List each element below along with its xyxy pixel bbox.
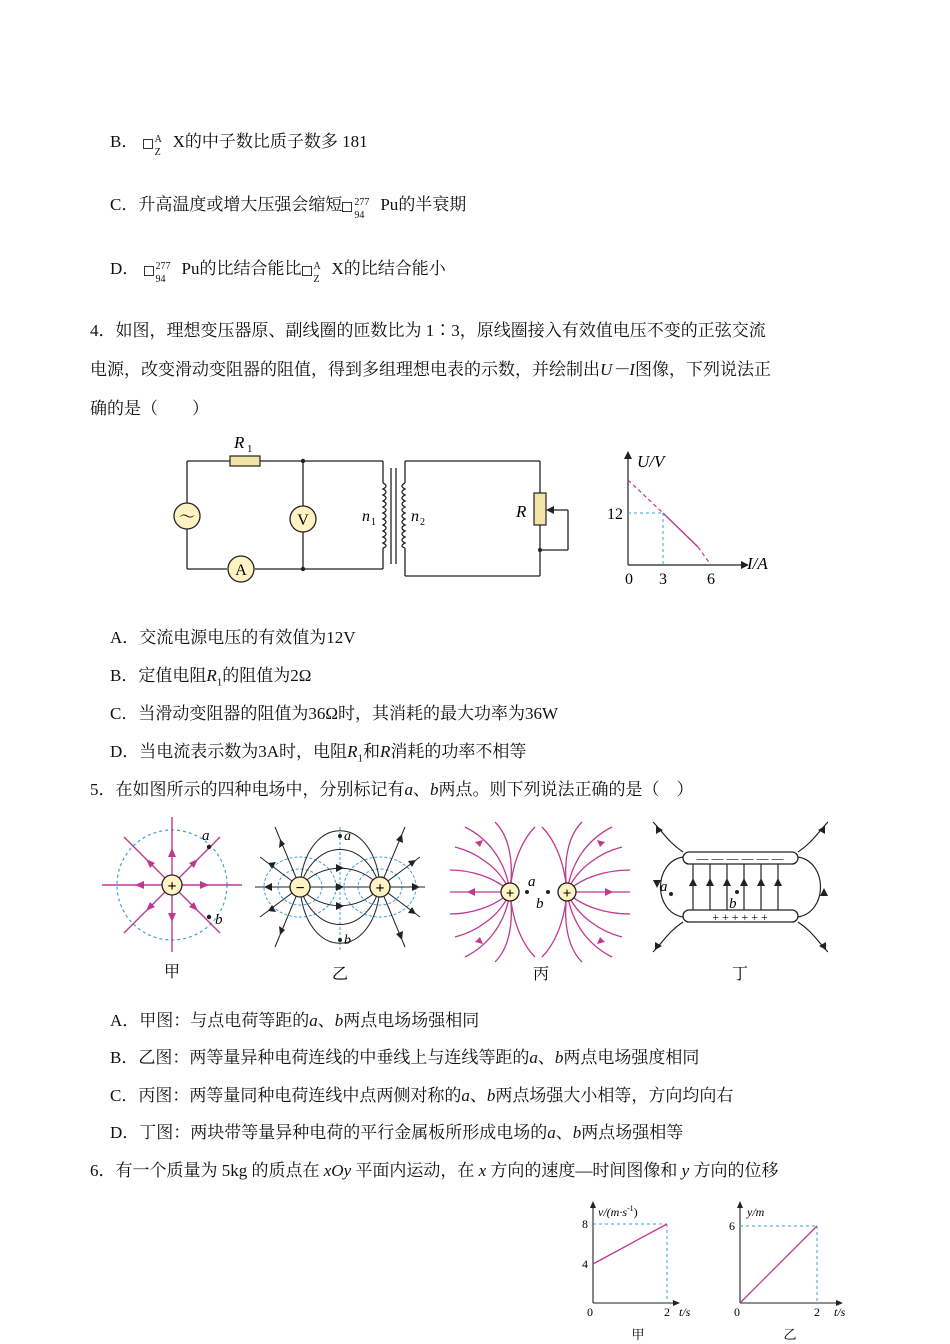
q4-option-a: A．交流电源电压的有效值为12V [110,628,356,647]
n2-subscript: 2 [420,517,425,528]
isotope-symbol: Pu [380,195,399,214]
charge-sign: − [295,880,305,897]
option-text: D．丁图：两块带等量异种电荷的平行金属板所形成电场的 [110,1123,548,1142]
n2-label: n [411,508,419,525]
point-a-label: a [202,828,210,844]
v-t-graph-jia [560,1198,710,1344]
option-text: 、 [537,1048,555,1067]
q3-option-d [110,258,446,285]
isotope-notation: 277 94 [342,194,380,214]
y-axis-label: $v/(m\cdot s^{-1})$ [598,1204,638,1219]
x-tick-6: 6 [707,571,715,588]
point-b-label: b [729,896,737,912]
fringe-field-lines [653,822,828,952]
y-tick-12: 12 [607,506,623,523]
resistor-r1 [230,456,260,466]
q5-option-d [110,1122,683,1144]
q4-stem-line2 [90,359,771,381]
charge-sign: + [505,886,515,902]
point-a: a [404,780,413,799]
point-b-label: b [344,933,351,948]
point-a: a [529,1048,538,1067]
point-a: a [309,1011,318,1030]
isotope-notation: A Z [302,258,332,278]
figure-caption: 乙 [331,966,349,983]
q4-option-b [110,665,311,693]
point-a-label: a [528,874,536,890]
figure-caption: 甲 [163,964,181,981]
q5-option-c [110,1085,733,1107]
figure-caption: 丙 [532,966,550,983]
q5-stem [90,779,694,801]
math-sub: 1 [357,752,363,765]
point-a: a [461,1086,470,1105]
math-ui: U－I [600,360,635,379]
option-label: D． [110,259,140,278]
y-axis-label: y/m [747,1205,765,1219]
r-label: R [516,502,527,521]
y-axis-arrow-icon [737,1201,743,1208]
option-text: D．当电流表示数为3A时，电阻 [110,742,348,761]
field-figure-yi [250,812,430,987]
ac-symbol: ～ [178,509,196,526]
charge-sign: + [167,878,177,895]
point-a-label: a [660,879,668,895]
math-r: R [206,666,217,685]
x-tick-2: 2 [814,1305,820,1319]
x-axis-label: t/s [834,1305,846,1319]
origin-label: 0 [625,571,633,588]
stem-text: 方向的位移 [689,1161,779,1180]
math-x: x [478,1161,487,1180]
field-arrows [653,826,828,950]
r1-subscript: 1 [247,443,253,455]
option-text: 的半衰期 [398,195,467,214]
point-a-label: a [344,829,351,844]
origin-label: 0 [734,1305,740,1319]
option-text: 、 [469,1086,487,1105]
r1-label: R [234,433,245,452]
q4-option-d [110,741,526,769]
n1-subscript: 1 [371,517,376,528]
positive-plate-signs: + + + + + + [712,910,768,924]
y-axis-arrow-icon [590,1201,596,1208]
math-sub: 1 [216,676,223,689]
figure-caption: 甲 [631,1327,645,1342]
option-text: 和 [362,742,380,761]
velocity-line [593,1224,667,1264]
option-text: 、 [555,1123,573,1142]
equipotential-lines [264,827,416,952]
option-text: B．定值电阻 [110,666,207,685]
position-line [740,1226,817,1303]
option-text: A．甲图：与点电荷等距的 [110,1011,310,1030]
option-label: B． [110,132,139,151]
x-tick-3: 3 [659,571,667,588]
q4-option-c: C．当滑动变阻器的阻值为36Ω时，其消耗的最大功率为36W [110,704,559,723]
option-text: C．丙图：两等量同种电荷连线中点两侧对称的 [110,1086,462,1105]
stem-text: 两点。则下列说法正确的是（ ） [438,780,694,799]
y-t-graph-yi [710,1198,860,1344]
origin-label: 0 [587,1305,593,1319]
option-text: 升高温度或增大压强会缩短 [138,195,343,214]
field-figure-ding [648,812,828,987]
figure-caption: 乙 [783,1327,797,1342]
x-axis-label: I/A [747,554,768,573]
option-text: 的比结合能小 [343,259,446,278]
point-b: b [554,1048,564,1067]
n1-label: n [362,508,370,525]
option-text: 的阻值为2Ω [222,666,312,685]
math-y: y [681,1161,690,1180]
rheostat-r [534,493,546,525]
x-axis-label: t/s [679,1305,691,1319]
y-tick-4: 4 [582,1257,588,1271]
isotope-symbol: Pu [181,259,200,278]
option-text: B．乙图：两等量异种电荷连线的中垂线上与连线等距的 [110,1048,530,1067]
ammeter-label: A [235,562,247,579]
q5-option-a [110,1010,479,1032]
option-text: 两点电场场强相同 [343,1011,480,1030]
stem-text: 方向的速度—时间图像和 [486,1161,682,1180]
point-b-label: b [215,912,223,928]
isotope-notation: A Z [143,131,173,151]
y-axis-label: U/V [637,452,665,471]
q5-option-b [110,1047,699,1069]
q3-option-c [110,194,467,221]
stem-text: 、 [413,780,430,799]
field-figure-bing [445,812,635,987]
q6-stem [90,1160,778,1182]
point-b: b [572,1123,582,1142]
u-i-graph [595,445,785,590]
stem-text: 6．有一个质量为 5kg 的质点在 [90,1161,324,1180]
math-xoy: xOy [323,1161,352,1180]
option-text: 两点场强相等 [581,1123,684,1142]
point-b: b [486,1086,496,1105]
point-b-label: b [536,896,544,912]
point-a: a [547,1123,556,1142]
transformer-circuit-diagram [170,428,590,583]
isotope-notation: 277 94 [144,258,182,278]
figure-caption: 丁 [731,966,749,983]
graph-data-line [663,513,698,547]
math-r: R [379,742,391,761]
y-tick-6: 6 [729,1219,735,1233]
field-figure-jia [98,812,248,987]
x-tick-2: 2 [664,1305,670,1319]
q3-option-b [110,131,368,158]
isotope-symbol: X [331,259,344,278]
stem-text: 图像，下列说法正 [634,360,771,379]
option-text: 两点场强大小相等，方向均向右 [495,1086,734,1105]
y-axis-arrow-icon [624,451,632,459]
option-text: 的比结合能比 [199,259,302,278]
point-b: b [430,780,439,799]
slider-arrow-icon [546,506,554,514]
y-tick-8: 8 [582,1217,588,1231]
charge-sign: + [375,880,385,897]
stem-text: 5．在如图所示的四种电场中，分别标记有 [90,780,405,799]
isotope-symbol: X [172,132,185,151]
option-text: 两点电场强度相同 [563,1048,700,1067]
charge-sign: + [562,886,572,902]
option-text: 消耗的功率不相等 [390,742,527,761]
graph-extrapolation-lower [698,547,711,565]
negative-plate-signs: — — — — — — [696,851,784,865]
voltmeter-label: V [297,512,309,529]
q4-stem-line1: 4．如图，理想变压器原、副线圈的匝数比为 1∶3，原线圈接入有效值电压不变的正弦交流 [90,321,766,340]
stem-text: 平面内运动，在 [351,1161,479,1180]
point-b: b [334,1011,344,1030]
q4-stem-line3: 确的是（ ） [90,399,209,418]
graph-extrapolation-upper [628,480,663,513]
math-r1: R [347,742,358,761]
option-text: 的中子数比质子数多 181 [184,132,368,151]
option-text: 、 [317,1011,335,1030]
option-label: C． [110,195,139,214]
stem-text: 电源，改变滑动变阻器的阻值，得到多组理想电表的示数，并绘制出 [90,360,600,379]
